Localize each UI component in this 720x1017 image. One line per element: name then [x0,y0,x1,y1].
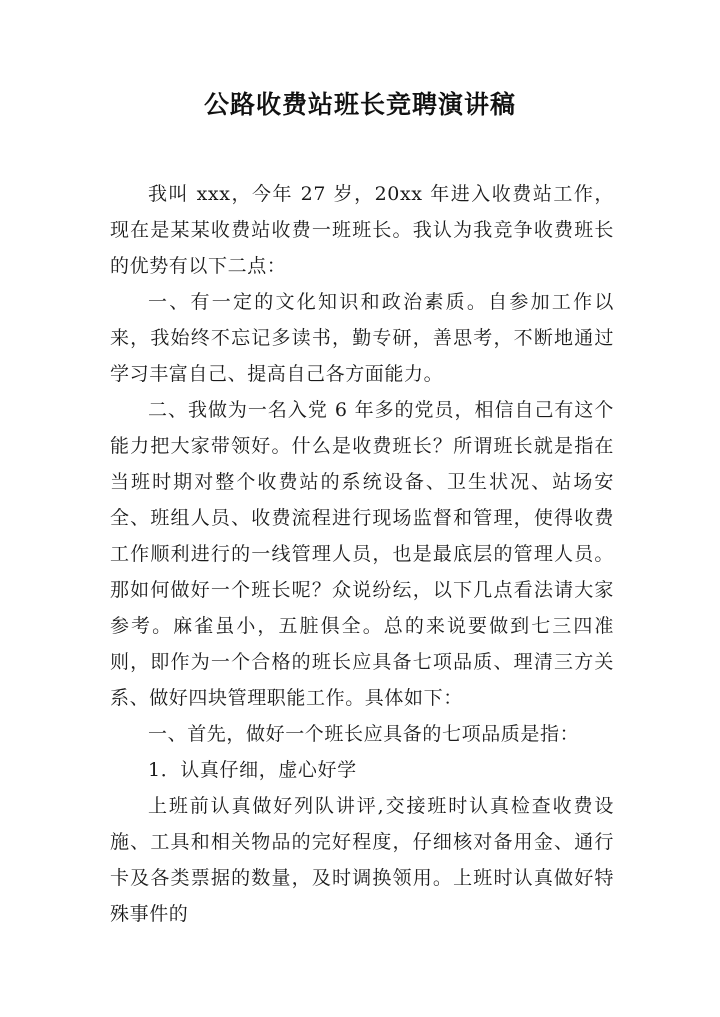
document-title: 公路收费站班长竞聘演讲稿 [203,90,516,119]
paragraph-subheading: 1．认真仔细，虚心好学 [148,759,357,781]
paragraph-section-heading: 一、首先，做好一个班长应具备的七项品质是指： [148,723,580,745]
paragraph-intro: 我叫 xxx，今年 27 岁，20xx 年进入收费站工作，现在是某某收费站收费一班班长。我认为我竞争收费班长的优势有以下二点： [110,183,614,277]
document-body [110,176,614,932]
paragraph-point-two: 二、我做为一名入党 6 年多的党员，相信自己有这个能力把大家带领好。什么是收费班长？所谓班长就是指在当班时期对整个收费站的系统设备、卫生状况、站场安全、班组人员、收费流程进行现场监督和管理，使得收费工作顺利进行的一线管理人员，也是最底层的管理人员。那如何做好一个班长呢？众说纷纭，以下几点看法请大家参考。麻雀虽小，五脏俱全。总的来说要做到七三四准则，即作为一个合格的班长应具备七项品质、理清三方关系、做好四块管理职能工作。具体如下： [110,399,614,709]
paragraph-point-one: 一、有一定的文化知识和政治素质。自参加工作以来，我始终不忘记多读书，勤专研，善思考，不断地通过学习丰富自己、提高自己各方面能力。 [110,291,614,385]
paragraph-details: 上班前认真做好列队讲评,交接班时认真检查收费设施、工具和相关物品的完好程度，仔细核对备用金、通行卡及各类票据的数量，及时调换领用。上班时认真做好特殊事件的 [110,795,614,925]
